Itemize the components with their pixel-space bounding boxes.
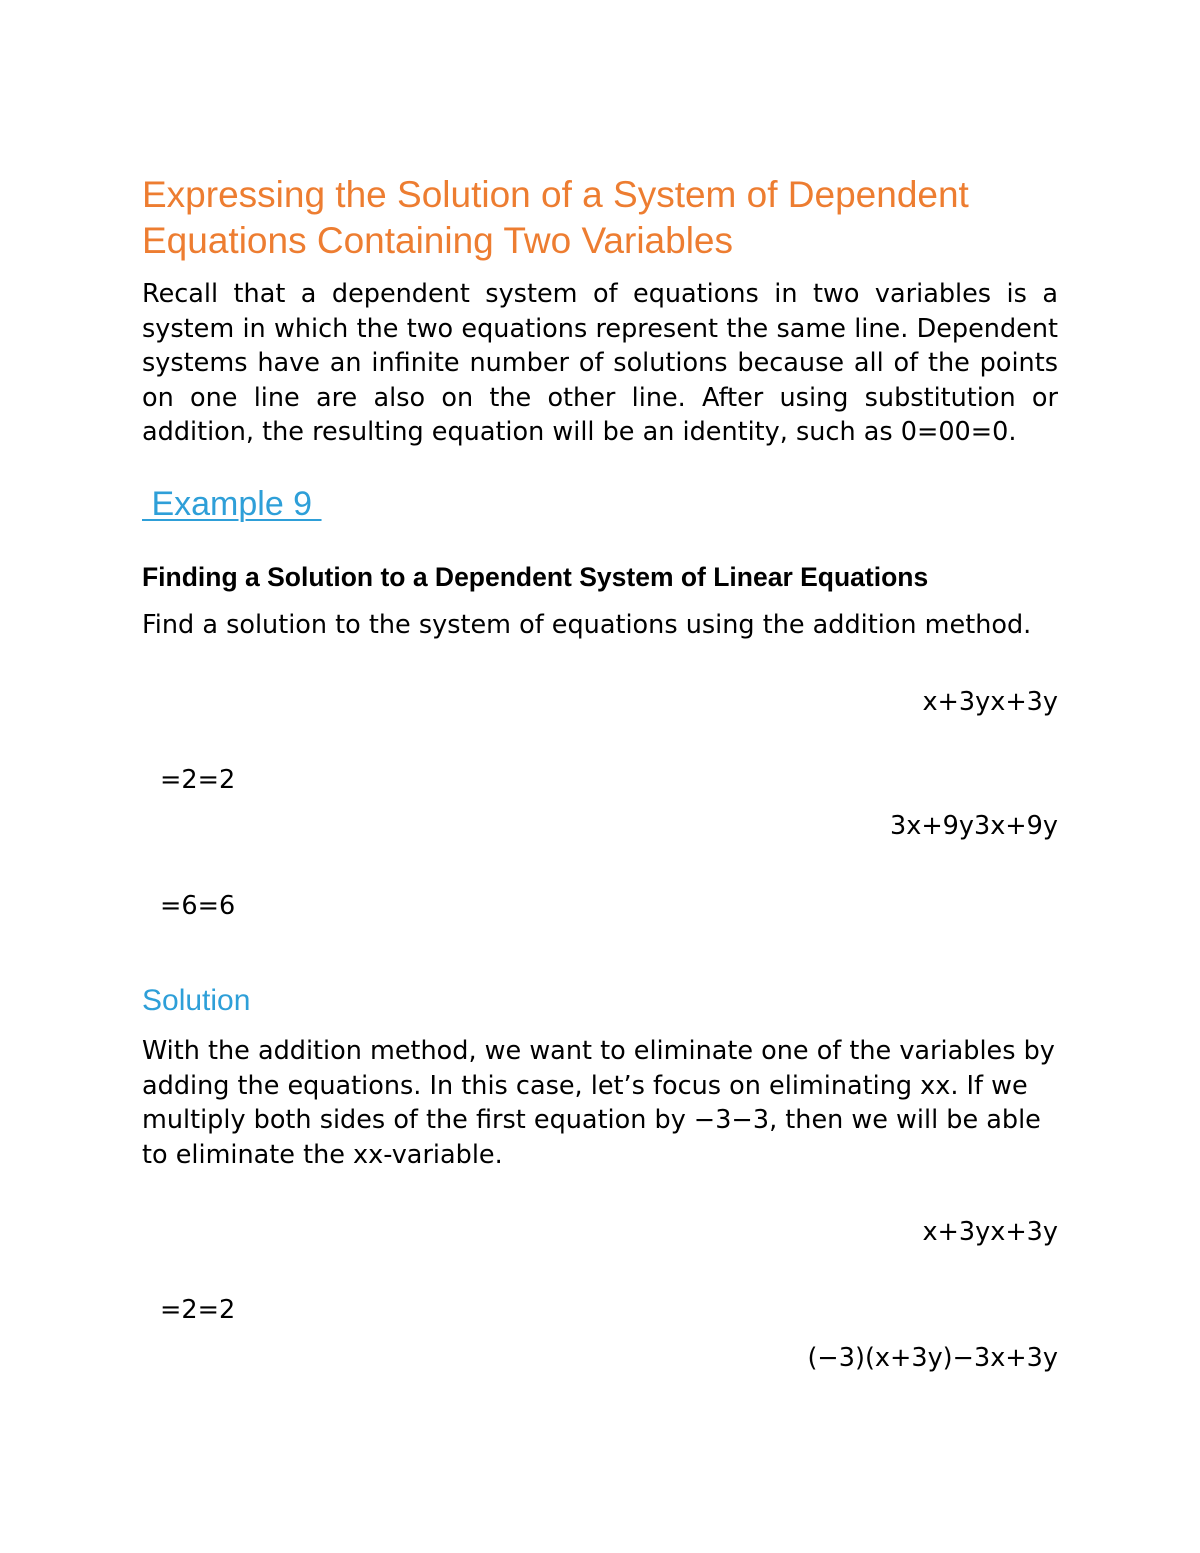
example-task: Find a solution to the system of equations using the addition method. <box>142 610 1032 640</box>
step-equation-2-lhs: (−3)(x+3y)−3x+3y <box>807 1343 1058 1373</box>
step-equation-1-rhs: =2=2 <box>160 1295 236 1325</box>
system-equation-2-lhs: 3x+9y3x+9y <box>890 811 1058 841</box>
example-9-link[interactable]: Example 9 <box>142 485 322 523</box>
solution-paragraph: With the addition method, we want to eliminate one of the variables by adding the equations. In this case, let’s focus on eliminating xx. If we multiply both sides of the first equation by −3−3, then we will be able to eliminate the xx-variable. <box>142 1036 1055 1170</box>
system-equation-1-lhs: x+3yx+3y <box>922 687 1058 717</box>
section-heading: Expressing the Solution of a System of Dependent Equations Containing Two Variables <box>142 174 969 261</box>
step-equation-1-lhs: x+3yx+3y <box>922 1217 1058 1247</box>
system-equation-1-rhs: =2=2 <box>160 765 236 795</box>
document-page <box>142 0 1058 1553</box>
example-title: Finding a Solution to a Dependent System of Linear Equations <box>142 562 929 592</box>
system-equation-2-rhs: =6=6 <box>160 891 236 921</box>
intro-paragraph: Recall that a dependent system of equations in two variables is a system in which the two equations represent the same line. Dependent systems have an infinite number of solutions because all of the points on one line are also on the other line. After using substitution or addition, the resulting equation will be an identity, such as 0=00=0. <box>142 279 1058 447</box>
solution-heading: Solution <box>142 984 251 1017</box>
